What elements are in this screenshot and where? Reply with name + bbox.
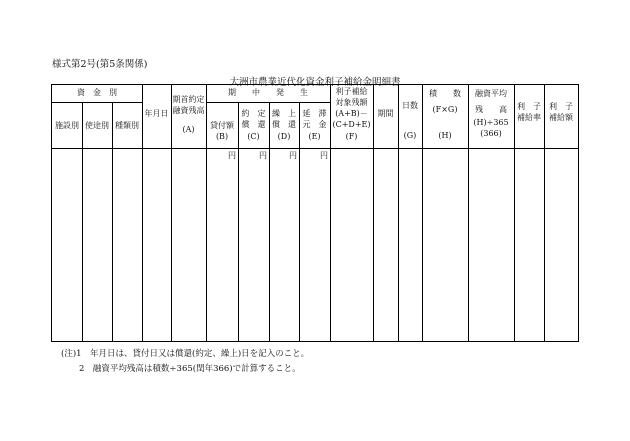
header-scheduled-code: (C) [247,132,260,141]
header-target-balance-2: 対象残額 [335,98,368,107]
vline-4 [171,85,172,341]
yen-unit-early: 円 [289,151,297,160]
vline-14 [514,85,515,341]
vline-3 [142,85,143,341]
header-subsidy-rate-2: 補給率 [517,113,541,122]
header-opening-balance-1: 期首約定 [172,95,205,104]
header-subsidy-rate-1: 利 子 [517,102,541,111]
header-average-balance-4: (366) [480,129,502,138]
yen-unit-loan: 円 [228,151,236,160]
header-overdue-1: 延 滞 [302,109,327,118]
hline-header-bottom [52,148,578,149]
header-overdue-2: 元 金 [302,120,327,129]
header-target-balance-3: (A+B)－ [335,109,368,118]
header-loan-amount: 貸付額 [210,121,234,130]
footnote-1: (注)1 年月日は、貸付日又は償還(約定、繰上)日を記入のこと。 [61,349,310,359]
header-loan-amount-code: (B) [215,132,229,141]
header-period-occurrence: 期 中 発 生 [228,88,308,97]
header-product: 積 数 [429,89,461,98]
header-target-balance-4: (C+D+E) [332,120,371,129]
yen-unit-scheduled: 円 [259,151,267,160]
header-days: 日数 [402,101,418,110]
vline-15 [544,85,545,341]
vline-2 [112,102,113,341]
footnote-2: 2 融資平均残高は積数÷365(閏年366)で計算すること。 [79,364,301,374]
header-early-1: 繰 上 [272,109,296,118]
header-product-code: (H) [438,131,452,140]
header-facility: 施設別 [55,121,79,130]
header-opening-balance-2: 融資残高 [172,106,205,115]
hline-period-occurrence [206,102,330,103]
vline-12 [422,85,423,341]
header-early-2: 償 還 [272,120,296,129]
header-target-balance-1: 利子補給 [335,87,368,96]
header-overdue-code: (E) [308,132,321,141]
header-average-balance-1: 融資平均 [475,89,507,98]
header-early-code: (D) [277,132,291,141]
header-purpose: 使途別 [85,121,109,130]
hline-fund-type [52,102,142,103]
header-scheduled-1: 約 定 [241,109,266,118]
header-kind: 種類別 [115,121,139,130]
header-subsidy-amount-2: 補給額 [549,113,573,122]
header-subsidy-amount-1: 利 子 [549,102,573,111]
yen-unit-overdue: 円 [320,151,328,160]
header-average-balance-2: 残 高 [475,105,507,114]
header-product-formula: (F×G) [432,105,458,114]
vline-1 [82,102,83,341]
header-period: 期間 [377,109,394,118]
header-fund-type: 資 金 別 [77,88,117,97]
header-average-balance-3: (H)÷365 [473,118,509,127]
form-number-label: 様式第2号(第5条関係) [52,59,148,70]
detail-table [51,84,579,342]
header-scheduled-2: 償 還 [241,120,266,129]
document-title: 大洲市農業近代化資金利子補給金明細書 [229,77,401,88]
header-target-balance-code: (F) [345,132,358,141]
header-days-code: (G) [403,131,417,140]
vline-10 [373,85,374,341]
header-date: 年月日 [144,109,169,118]
vline-11 [398,85,399,341]
header-opening-balance-code: (A) [182,125,195,134]
